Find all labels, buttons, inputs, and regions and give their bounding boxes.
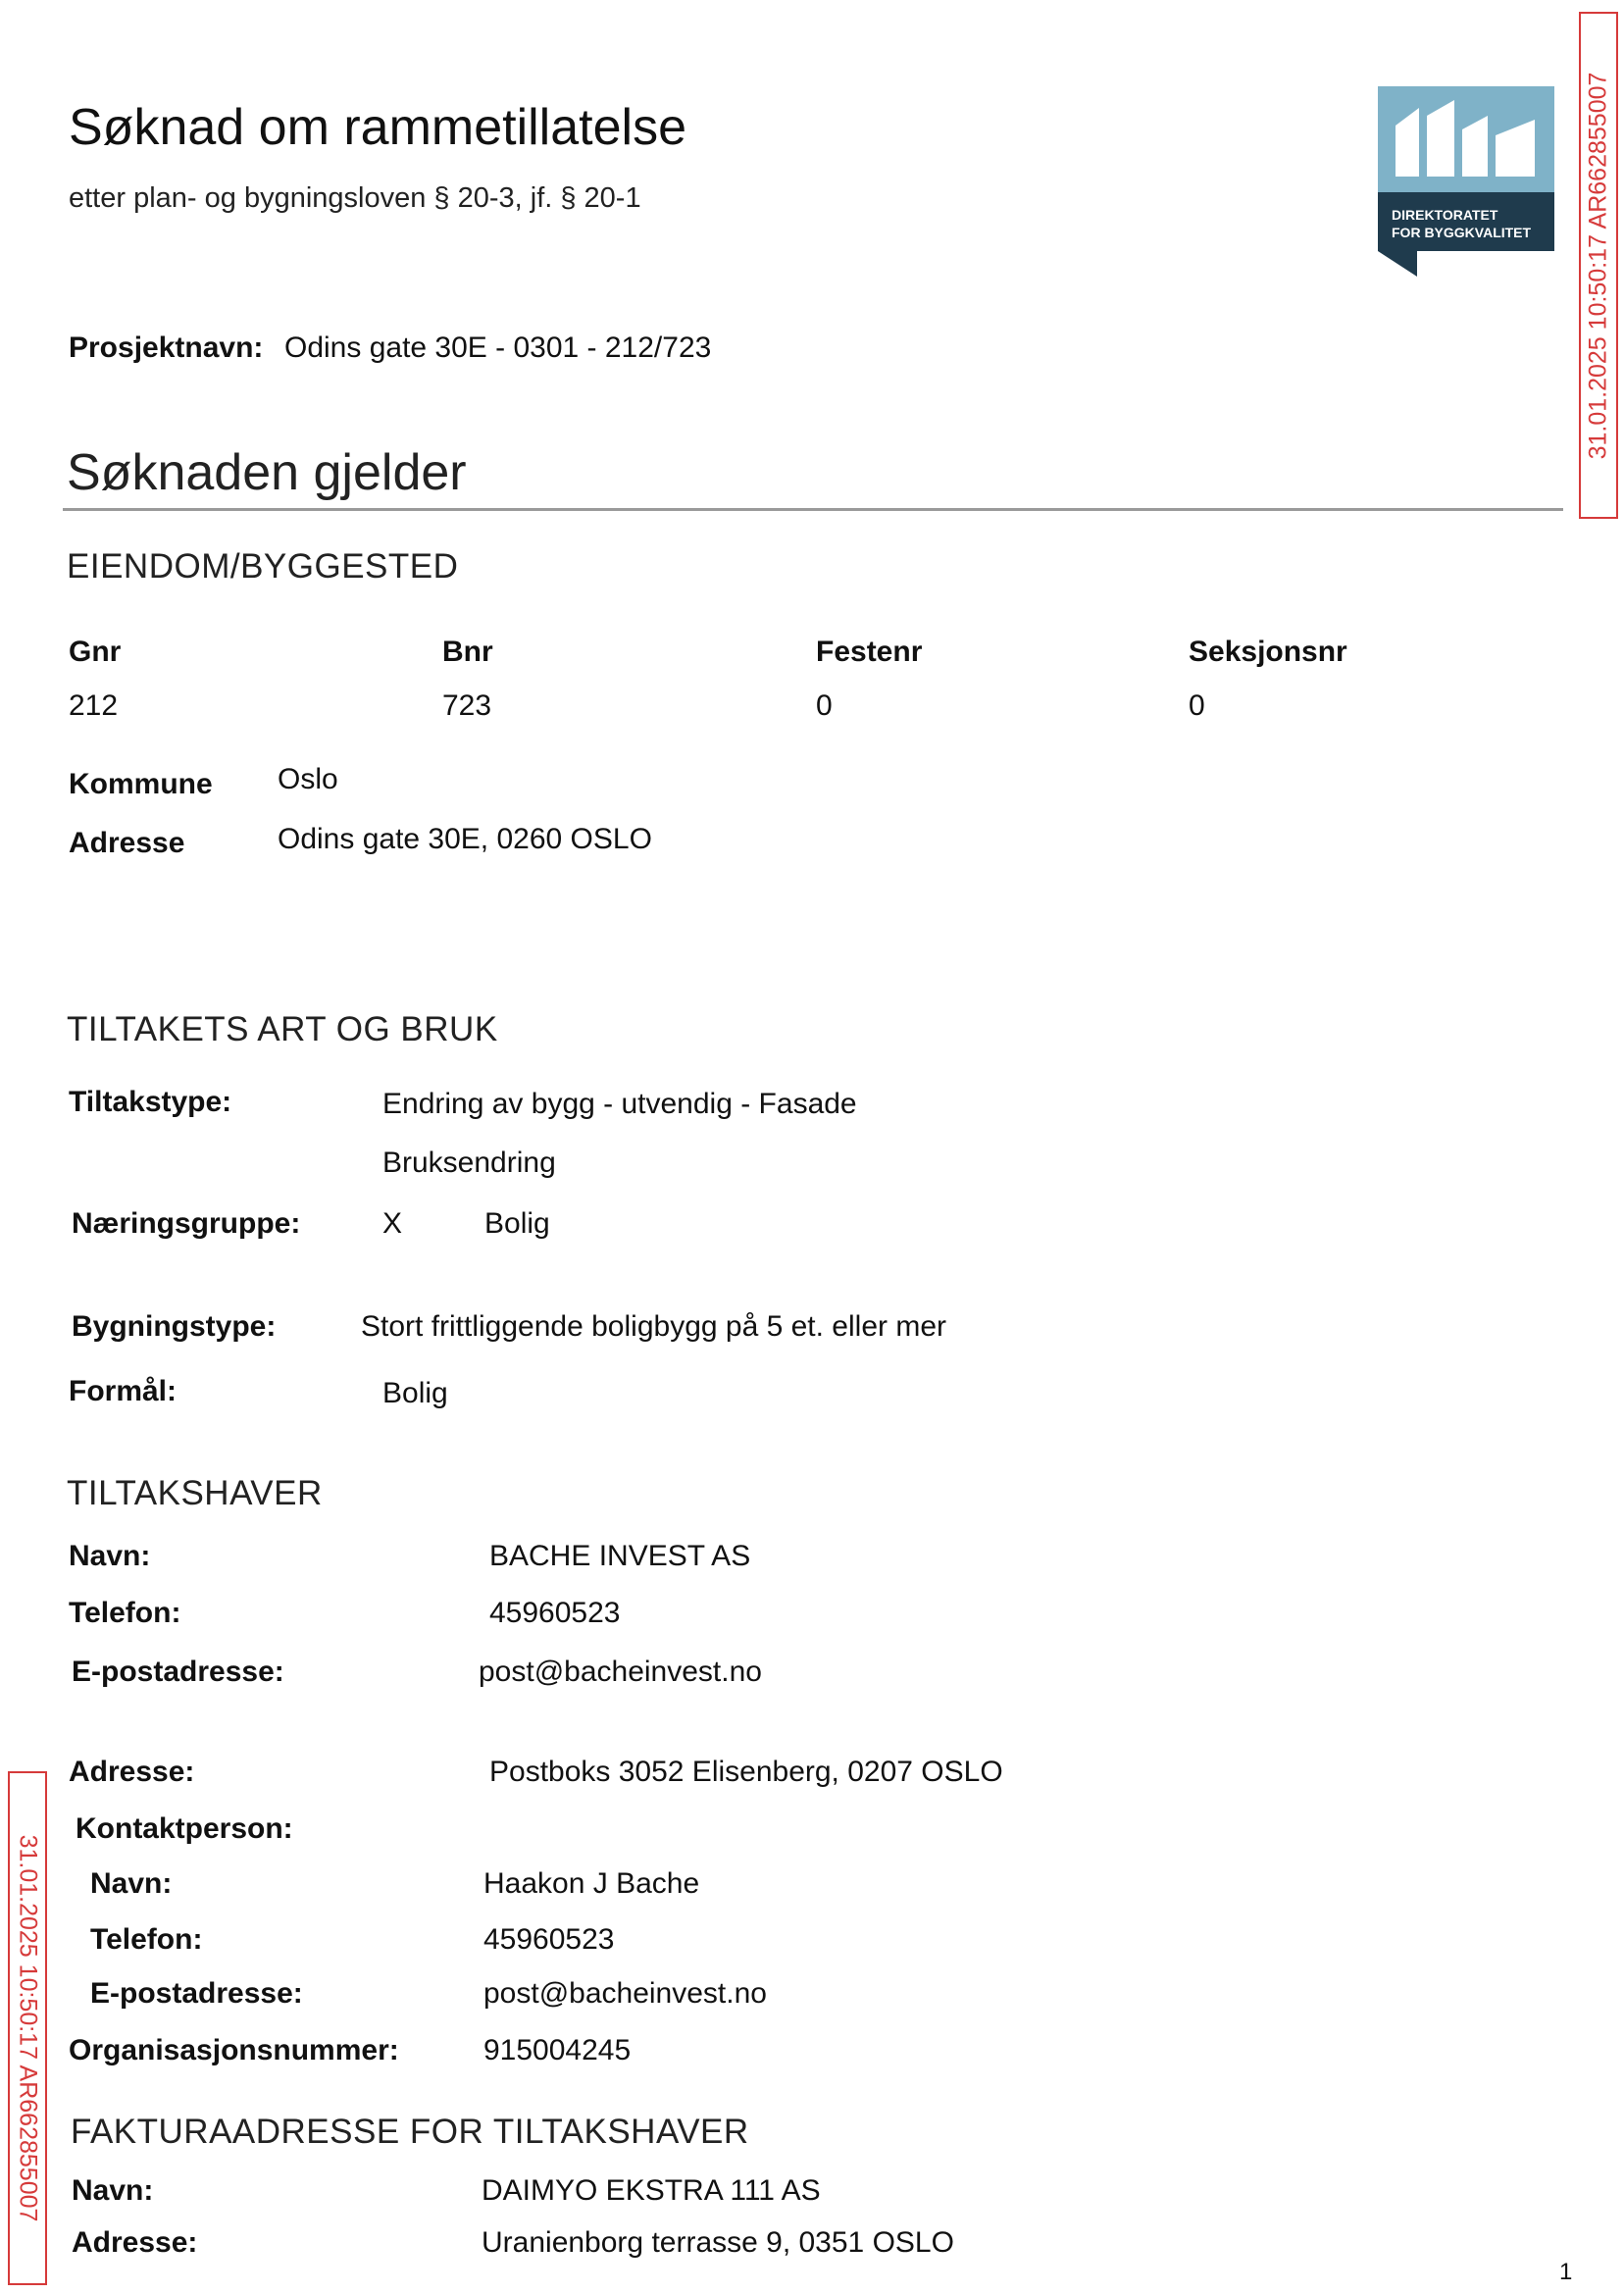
tiltakshaver-section-title: TILTAKSHAVER bbox=[67, 1474, 323, 1512]
tiltakstype-value-2: Bruksendring bbox=[382, 1147, 556, 1179]
section-heading: Søknaden gjelder bbox=[67, 444, 467, 501]
heading-divider bbox=[63, 508, 1563, 511]
kontakt-telefon-value: 45960523 bbox=[483, 1923, 615, 1956]
property-section-title: EIENDOM/BYGGESTED bbox=[67, 547, 459, 586]
gnr-value: 212 bbox=[69, 689, 119, 722]
naeringsgruppe-label: Næringsgruppe: bbox=[72, 1207, 301, 1240]
kontakt-telefon-label: Telefon: bbox=[90, 1923, 203, 1956]
seksjonsnr-value: 0 bbox=[1189, 689, 1205, 722]
bygningstype-value: Stort frittliggende boligbygg på 5 et. eller mer bbox=[361, 1310, 946, 1343]
tiltakshaver-navn-label: Navn: bbox=[69, 1540, 151, 1572]
kontakt-epost-label: E-postadresse: bbox=[90, 1977, 303, 2010]
page-number: 1 bbox=[1559, 2259, 1573, 2285]
timestamp-stamp-text: 31.01.2025 10:50:17 AR662855007 bbox=[1584, 72, 1612, 459]
kontakt-navn-label: Navn: bbox=[90, 1867, 173, 1900]
tiltakshaver-telefon-value: 45960523 bbox=[489, 1597, 621, 1629]
adresse-value: Odins gate 30E, 0260 OSLO bbox=[278, 823, 652, 855]
document-title: Søknad om rammetillatelse bbox=[69, 99, 686, 156]
bnr-label: Bnr bbox=[442, 636, 493, 668]
formaal-value: Bolig bbox=[382, 1377, 448, 1409]
formaal-label: Formål: bbox=[69, 1375, 178, 1407]
orgnr-label: Organisasjonsnummer: bbox=[69, 2034, 399, 2066]
orgnr-value: 915004245 bbox=[483, 2034, 632, 2066]
faktura-navn-label: Navn: bbox=[72, 2174, 154, 2207]
tiltakshaver-epost-label: E-postadresse: bbox=[72, 1656, 284, 1688]
naeringsgruppe-value: Bolig bbox=[484, 1207, 550, 1240]
festenr-value: 0 bbox=[816, 689, 833, 722]
kontakt-epost-value: post@bacheinvest.no bbox=[483, 1977, 767, 2010]
timestamp-stamp-left bbox=[8, 1771, 47, 2285]
faktura-adresse-value: Uranienborg terrasse 9, 0351 OSLO bbox=[482, 2226, 954, 2259]
document-subtitle: etter plan- og bygningsloven § 20-3, jf. § 20-1 bbox=[69, 182, 641, 214]
naeringsgruppe-code: X bbox=[382, 1207, 403, 1240]
tiltakshaver-epost-value: post@bacheinvest.no bbox=[479, 1656, 762, 1688]
tiltakshaver-telefon-label: Telefon: bbox=[69, 1597, 181, 1629]
timestamp-stamp-text: 31.01.2025 10:50:17 AR662855007 bbox=[14, 1834, 42, 2222]
tiltakstype-value-1: Endring av bygg - utvendig - Fasade bbox=[382, 1088, 857, 1120]
festenr-label: Festenr bbox=[816, 636, 923, 668]
kommune-label: Kommune bbox=[69, 768, 213, 800]
svg-text:FOR BYGGKVALITET: FOR BYGGKVALITET bbox=[1392, 225, 1532, 240]
tiltakstype-label: Tiltakstype: bbox=[69, 1086, 232, 1118]
project-name-label: Prosjektnavn: bbox=[69, 331, 264, 364]
kontakt-navn-value: Haakon J Bache bbox=[483, 1867, 700, 1900]
tiltakshaver-navn-value: BACHE INVEST AS bbox=[489, 1540, 751, 1572]
gnr-label: Gnr bbox=[69, 636, 122, 668]
project-name-value: Odins gate 30E - 0301 - 212/723 bbox=[284, 331, 712, 364]
tiltakshaver-adresse-value: Postboks 3052 Elisenberg, 0207 OSLO bbox=[489, 1756, 1003, 1788]
kontaktperson-label: Kontaktperson: bbox=[76, 1812, 293, 1845]
timestamp-stamp-right bbox=[1579, 12, 1618, 519]
dibk-logo bbox=[1378, 86, 1554, 277]
seksjonsnr-label: Seksjonsnr bbox=[1189, 636, 1347, 668]
faktura-adresse-label: Adresse: bbox=[72, 2226, 198, 2259]
kommune-value: Oslo bbox=[278, 763, 338, 795]
bnr-value: 723 bbox=[442, 689, 492, 722]
svg-text:DIREKTORATET: DIREKTORATET bbox=[1392, 207, 1498, 223]
faktura-navn-value: DAIMYO EKSTRA 111 AS bbox=[482, 2174, 821, 2207]
bygningstype-label: Bygningstype: bbox=[72, 1310, 277, 1343]
adresse-label: Adresse bbox=[69, 827, 185, 859]
tiltak-section-title: TILTAKETS ART OG BRUK bbox=[67, 1010, 498, 1048]
tiltakshaver-adresse-label: Adresse: bbox=[69, 1756, 195, 1788]
dibk-logo-icon bbox=[1378, 86, 1554, 277]
faktura-section-title: FAKTURAADRESSE FOR TILTAKSHAVER bbox=[71, 2113, 749, 2151]
